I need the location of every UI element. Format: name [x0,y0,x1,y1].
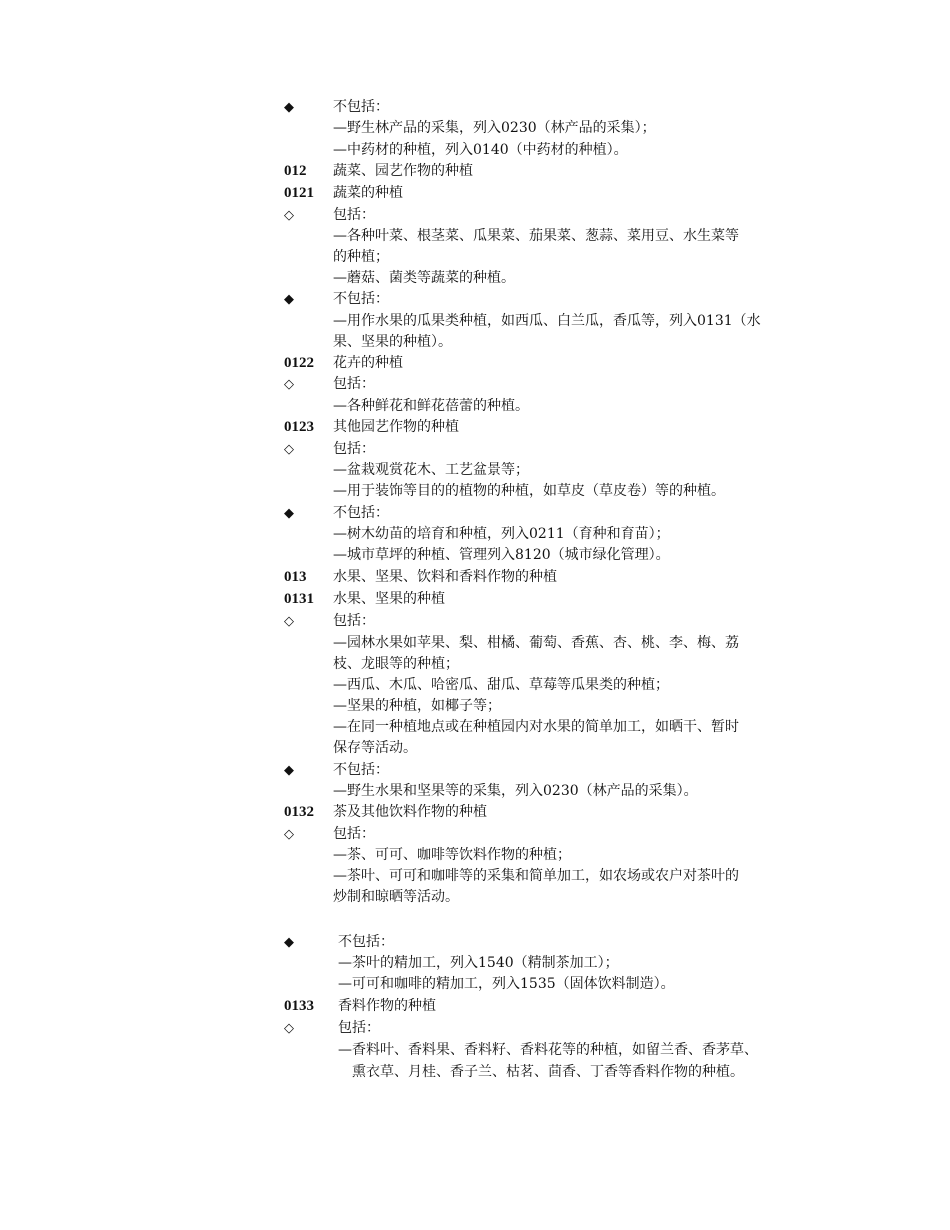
category-title: 茶及其他饮料作物的种植 [333,804,487,820]
category-title: 花卉的种植 [333,355,403,371]
category-code: 0122 [284,355,314,371]
category-code: 0123 [284,419,314,435]
category-code: 0121 [284,185,314,201]
category-code: 013 [284,569,307,585]
text-line: —香料叶、香料果、香料籽、香料花等的种植，如留兰香、香茅草、 [338,1042,758,1058]
text-line: 熏衣草、月桂、香子兰、枯茗、茴香、丁香等香料作物的种植。 [352,1064,744,1080]
text-line: —各种鲜花和鲜花蓓蕾的种植。 [333,398,529,414]
inclusion-heading: 包括： [333,207,375,223]
inclusion-marker: ◇ [284,827,294,842]
inclusion-marker: ◇ [284,442,294,457]
text-line: —西瓜、木瓜、哈密瓜、甜瓜、草莓等瓜果类的种植； [333,677,669,693]
exclusion-marker: ◆ [284,292,294,307]
text-line: 枝、龙眼等的种植； [333,656,459,672]
text-line: —可可和咖啡的精加工，列入1535（固体饮料制造）。 [338,976,675,992]
text-line: —在同一种植地点或在种植园内对水果的简单加工，如晒干、暂时 [333,719,739,735]
text-line: —用于装饰等目的的植物的种植，如草皮（草皮卷）等的种植。 [333,483,725,499]
text-line: 的种植； [333,249,389,265]
inclusion-marker: ◇ [284,377,294,392]
inclusion-heading: 包括： [338,1020,380,1036]
text-line: —城市草坪的种植、管理列入8120（城市绿化管理）。 [333,547,670,563]
exclusion-heading: 不包括： [338,934,394,950]
category-code: 0132 [284,804,314,820]
category-title: 其他园艺作物的种植 [333,419,459,435]
inclusion-heading: 包括： [333,376,375,392]
exclusion-heading: 不包括： [333,99,389,115]
text-line: —野生水果和坚果等的采集，列入0230（林产品的采集）。 [333,783,698,799]
category-title: 蔬菜、园艺作物的种植 [333,163,473,179]
category-code: 0131 [284,591,314,607]
text-line: —茶叶、可可和咖啡等的采集和简单加工，如农场或农户对茶叶的 [333,868,739,884]
text-line: —坚果的种植，如椰子等； [333,698,501,714]
exclusion-marker: ◆ [284,100,294,115]
text-line: —树木幼苗的培育和种植，列入0211（育种和育苗）； [333,526,670,542]
text-line: —蘑菇、菌类等蔬菜的种植。 [333,270,515,286]
text-line: 保存等活动。 [333,740,417,756]
inclusion-heading: 包括： [333,613,375,629]
text-line: —园林水果如苹果、梨、柑橘、葡萄、香蕉、杏、桃、李、梅、荔 [333,635,739,651]
text-line: —各种叶菜、根茎菜、瓜果菜、茄果菜、葱蒜、菜用豆、水生菜等 [333,228,739,244]
text-line: —用作水果的瓜果类种植，如西瓜、白兰瓜，香瓜等，列入0131（水 [333,313,761,329]
exclusion-heading: 不包括： [333,762,389,778]
exclusion-marker: ◆ [284,935,294,950]
text-line: 果、坚果的种植）。 [333,334,452,350]
inclusion-heading: 包括： [333,826,375,842]
text-line: —茶、可可、咖啡等饮料作物的种植； [333,847,571,863]
text-line: —盆栽观赏花木、工艺盆景等； [333,462,529,478]
inclusion-marker: ◇ [284,614,294,629]
category-title: 香料作物的种植 [338,998,436,1014]
category-title: 蔬菜的种植 [333,185,403,201]
text-line: —野生林产品的采集，列入0230（林产品的采集）； [333,120,656,136]
text-line: —中药材的种植，列入0140（中药材的种植）。 [333,142,628,158]
category-code: 0133 [284,998,314,1014]
exclusion-marker: ◆ [284,763,294,778]
text-line: 炒制和晾晒等活动。 [333,889,459,905]
text-line: —茶叶的精加工，列入1540（精制茶加工）； [338,955,619,971]
exclusion-heading: 不包括： [333,291,389,307]
category-code: 012 [284,163,307,179]
exclusion-heading: 不包括： [333,505,389,521]
inclusion-marker: ◇ [284,1021,294,1036]
exclusion-marker: ◆ [284,506,294,521]
category-title: 水果、坚果、饮料和香料作物的种植 [333,569,557,585]
category-title: 水果、坚果的种植 [333,591,445,607]
inclusion-heading: 包括： [333,441,375,457]
inclusion-marker: ◇ [284,208,294,223]
